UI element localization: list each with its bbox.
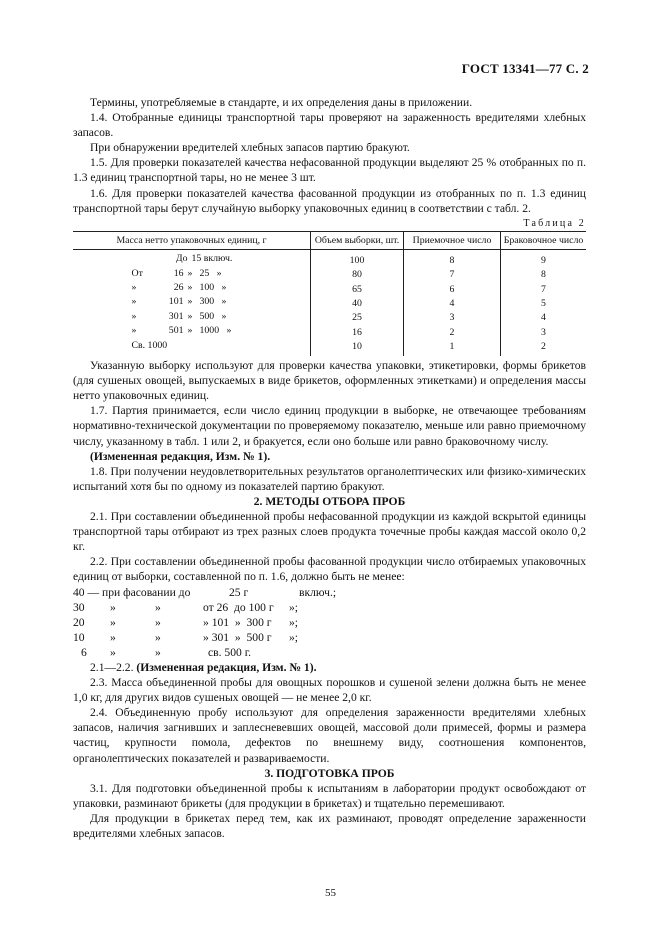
reject-number-cell: 2 xyxy=(541,341,546,353)
accept-number-cell: 6 xyxy=(404,282,501,296)
amendment-note: (Измененная редакция, Изм. № 1). xyxy=(90,449,271,463)
mass-to: 500 » xyxy=(199,310,227,322)
accept-number-cell: 4 xyxy=(404,296,501,310)
list-range: » 101 » 300 г xyxy=(203,615,272,629)
sample-size-cell: 10 xyxy=(311,340,404,356)
list-count: 6 xyxy=(81,645,87,659)
table-2 xyxy=(73,231,586,356)
paragraph-2-4: 2.4. Объединенную пробу используют для определения зараженности вредителями хлебных запасов, наличия загнивших и заплесневевших овощей, массовой доли примесей, формы и размера частиц, крупности помола, дефектов по внешнему виду, соотношения компонентов, органолептических показателей и развариваемости. xyxy=(73,706,586,765)
reject-number-cell: 4 xyxy=(541,312,546,324)
table-row xyxy=(73,325,586,339)
mass-separator: » xyxy=(187,325,193,337)
mass-prefix: » xyxy=(131,325,137,337)
table-header-accept: Приемочное число xyxy=(404,231,501,249)
accept-number-cell: 2 xyxy=(404,325,501,339)
list-ditto: » xyxy=(110,645,116,659)
list-item xyxy=(73,645,586,660)
mass-cell xyxy=(73,268,311,282)
list-count: 20 xyxy=(73,615,85,629)
list-ditto: » xyxy=(155,615,161,629)
list-range: » 301 » 500 г xyxy=(203,630,272,644)
mass-from: 301 xyxy=(168,310,184,322)
mass-to: 300 » xyxy=(199,296,227,308)
mass-cell xyxy=(73,250,311,268)
table-row xyxy=(73,311,586,325)
paragraph-3-1b: Для продукции в брикетах перед тем, как их разминают, проводят определение зараженности вредителями хлебных запасов. xyxy=(73,811,586,840)
list-terminator: »; xyxy=(289,630,299,644)
list-ditto: » xyxy=(155,645,161,659)
list-range: св. 500 г. xyxy=(208,645,252,659)
amendment-note: (Измененная редакция, Изм. № 1). xyxy=(136,660,317,674)
sample-size-cell: 80 xyxy=(311,268,404,282)
mass-prefix: От xyxy=(131,267,143,279)
sample-count-list xyxy=(73,585,586,660)
paragraph-3-1: 3.1. Для подготовки объединенной пробы к испытаниям в лаборатории продукт освобождают от упаковки, разминают брикеты (для продукции в брикетах) и тщательно перемешивают. xyxy=(73,781,586,810)
list-terminator: »; xyxy=(289,615,299,629)
list-range: 25 г xyxy=(229,585,249,599)
accept-number-cell: 3 xyxy=(404,311,501,325)
paragraph-1-5: 1.5. Для проверки показателей качества нефасованной продукции выделяют 25 % отобранных по п. 1.3 единиц транспортной тары, но не менее 3 шт. xyxy=(73,156,586,185)
accept-number-cell: 7 xyxy=(404,268,501,282)
table-row xyxy=(73,282,586,296)
list-count: 10 xyxy=(73,630,85,644)
reject-number-cell: 8 xyxy=(541,269,546,281)
page-header: ГОСТ 13341—77 С. 2 xyxy=(461,61,589,76)
mass-separator: » xyxy=(187,282,193,294)
table-row xyxy=(73,296,586,310)
table-row xyxy=(73,250,586,268)
list-ditto: » xyxy=(155,600,161,614)
table-label: Таблица 2 xyxy=(523,217,586,229)
mass-cell xyxy=(73,311,311,325)
paragraph-amend-2 xyxy=(73,660,586,675)
list-ditto: » xyxy=(110,615,116,629)
paragraph-1-4: 1.4. Отобранные единицы транспортной тары проверяют на зараженность вредителями хлебных запасов. xyxy=(73,111,586,140)
mass-cell xyxy=(73,282,311,296)
list-item xyxy=(73,630,586,645)
table-row xyxy=(73,268,586,282)
mass-cell xyxy=(73,296,311,310)
list-ditto: » xyxy=(110,600,116,614)
paragraph-2-2: 2.2. При составлении объединенной пробы фасованной продукции число отбираемых упаковочных единиц от выборки, составленной по п. 1.6, должно быть не менее: xyxy=(73,555,586,584)
section-3-title: 3. ПОДГОТОВКА ПРОБ xyxy=(264,766,395,780)
mass-prefix: » xyxy=(131,296,137,308)
mass-cell xyxy=(73,325,311,339)
paragraph-1-7: 1.7. Партия принимается, если число единиц продукции в выборке, не отвечающее требованиям нормативно-технической документации по проверяемому показателю, меньше или равно приемочному числу, указанному в табл. 1 или 2, и бракуется, если оно больше или равно браковочному числу. xyxy=(73,404,586,448)
accept-number-cell: 1 xyxy=(404,340,501,356)
mass-separator: » xyxy=(187,267,193,279)
section-2-title: 2. МЕТОДЫ ОТБОРА ПРОБ xyxy=(253,494,406,508)
mass-cell xyxy=(73,340,311,356)
page-number: 55 xyxy=(325,887,336,899)
list-range: от 26 до 100 г xyxy=(203,600,274,614)
mass-from: До xyxy=(175,253,188,265)
table-header-sample: Объем выборки, шт. xyxy=(311,231,404,249)
list-count: 40 — при фасовании до xyxy=(73,585,191,599)
mass-from: 101 xyxy=(168,296,184,308)
list-item xyxy=(73,600,586,615)
paragraph-2-1: 2.1. При составлении объединенной пробы нефасованной продукции из каждой вскрытой единицы транспортной тары отбирают из трех разных слоев продукта точечные пробы каждая массой около 0,2 кг. xyxy=(73,510,586,554)
mass-from: 501 xyxy=(168,325,184,337)
paragraph-1-8: 1.8. При получении неудовлетворительных результатов органолептических или физико-химических испытаний хотя бы по одному из показателей партию бракуют. xyxy=(73,464,586,493)
mass-prefix: Св. 1000 xyxy=(131,339,168,351)
accept-number-cell: 8 xyxy=(404,250,501,268)
paragraph-sample-use: Указанную выборку используют для проверки качества упаковки, этикетировки, формы брикетов (для сушеных овощей, выпускаемых в виде брикетов, оформленных этикетками) и определения массы нетто упаковочных единиц. xyxy=(73,359,586,403)
list-item xyxy=(73,585,586,600)
list-terminator: включ.; xyxy=(299,585,337,599)
paragraph-1-6: 1.6. Для проверки показателей качества фасованной продукции из отобранных по п. 1.3 единиц транспортной тары берут случайную выборку упаковочных единиц в соответствии с табл. 2. xyxy=(73,186,586,215)
sample-size-cell: 25 xyxy=(311,311,404,325)
list-ditto: » xyxy=(110,630,116,644)
mass-from: 16 xyxy=(173,267,184,279)
mass-prefix: » xyxy=(131,282,137,294)
mass-prefix: » xyxy=(131,310,137,322)
table-header-reject: Браковочное число xyxy=(501,231,587,249)
sample-size-cell: 16 xyxy=(311,325,404,339)
sample-size-cell: 100 xyxy=(311,250,404,268)
mass-to: 100 » xyxy=(199,282,227,294)
reject-number-cell: 9 xyxy=(541,254,546,266)
paragraph-terms: Термины, употребляемые в стандарте, и их определения даны в приложении. xyxy=(90,96,473,109)
list-count: 30 xyxy=(73,600,85,614)
list-ditto: » xyxy=(155,630,161,644)
amendment-number: 2.1—2.2. xyxy=(90,660,134,674)
sample-size-cell: 65 xyxy=(311,282,404,296)
table-row xyxy=(73,340,586,356)
paragraph-1-4b: При обнаружении вредителей хлебных запасов партию бракуют. xyxy=(90,141,410,155)
paragraph-2-3: 2.3. Масса объединенной пробы для овощных порошков и сушеной зелени должна быть не менее 1,0 кг, для других видов сушеных овощей — не менее 2,0 кг. xyxy=(73,676,586,705)
mass-to: 1000 » xyxy=(199,325,232,337)
mass-separator: » xyxy=(187,310,193,322)
table-header-mass: Масса нетто упаковочных единиц, г xyxy=(73,231,311,249)
mass-from: 26 xyxy=(173,282,184,294)
sample-size-cell: 40 xyxy=(311,296,404,310)
mass-to: 25 » xyxy=(199,267,222,279)
document-body xyxy=(73,95,586,841)
table-header-row xyxy=(73,231,586,249)
mass-separator: » xyxy=(187,296,193,308)
list-item xyxy=(73,615,586,630)
reject-number-cell: 5 xyxy=(541,297,546,309)
list-terminator: »; xyxy=(289,600,299,614)
mass-separator: 15 включ. xyxy=(191,253,233,265)
reject-number-cell: 7 xyxy=(541,283,546,295)
reject-number-cell: 3 xyxy=(541,326,546,338)
